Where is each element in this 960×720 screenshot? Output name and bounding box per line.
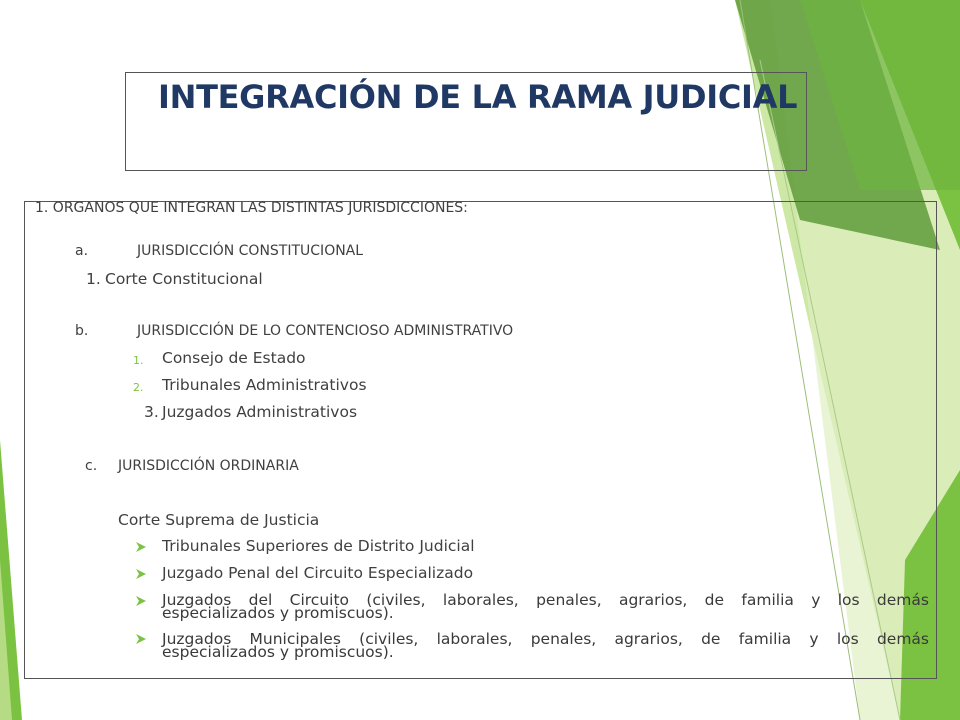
section-c-label: JURISDICCIÓN ORDINARIA [118, 458, 299, 474]
section-a-label: JURISDICCIÓN CONSTITUCIONAL [137, 243, 364, 259]
page-title: INTEGRACIÓN DE LA RAMA JUDICIAL [158, 78, 798, 116]
section-b-item-3: Juzgados Administrativos [162, 403, 358, 421]
arrow-bullet-icon [136, 569, 146, 579]
section-b-item-3-marker: 3. [144, 403, 159, 421]
section-c-marker: c. [85, 458, 98, 474]
arrow-bullet-icon [136, 596, 146, 606]
section-c-subheading: Corte Suprema de Justicia [118, 511, 320, 529]
section-b-marker: b. [75, 323, 89, 339]
section-a-item-1: Corte Constitucional [105, 270, 263, 288]
bullet-3-line-1: Juzgados del Circuito (civiles, laborales, penales, agrarios, de familia y los demás [162, 591, 929, 609]
section-b-item-2-marker: 2. [133, 381, 144, 394]
section-heading: 1. ORGANOS QUE INTEGRAN LAS DISTINTAS JURISDICCIONES: [35, 200, 468, 216]
section-b-label: JURISDICCIÓN DE LO CONTENCIOSO ADMINISTRATIVO [137, 323, 514, 339]
bullet-2: Juzgado Penal del Circuito Especializado [162, 564, 474, 582]
bullet-1: Tribunales Superiores de Distrito Judicial [162, 537, 475, 555]
section-b-item-1-marker: 1. [133, 354, 144, 367]
section-a-marker: a. [75, 243, 89, 259]
bullet-3-line-2: especializados y promiscuos). [162, 604, 394, 622]
section-a-item-1-marker: 1. [86, 270, 101, 288]
arrow-bullet-icon [136, 542, 146, 552]
section-b-item-1: Consejo de Estado [162, 349, 306, 367]
section-b-item-2: Tribunales Administrativos [162, 376, 367, 394]
bullet-4-line-2: especializados y promiscuos). [162, 643, 394, 661]
arrow-bullet-icon [136, 634, 146, 644]
bullet-4-line-1: Juzgados Municipales (civiles, laborales, penales, agrarios, de familia y los demás [162, 630, 929, 648]
